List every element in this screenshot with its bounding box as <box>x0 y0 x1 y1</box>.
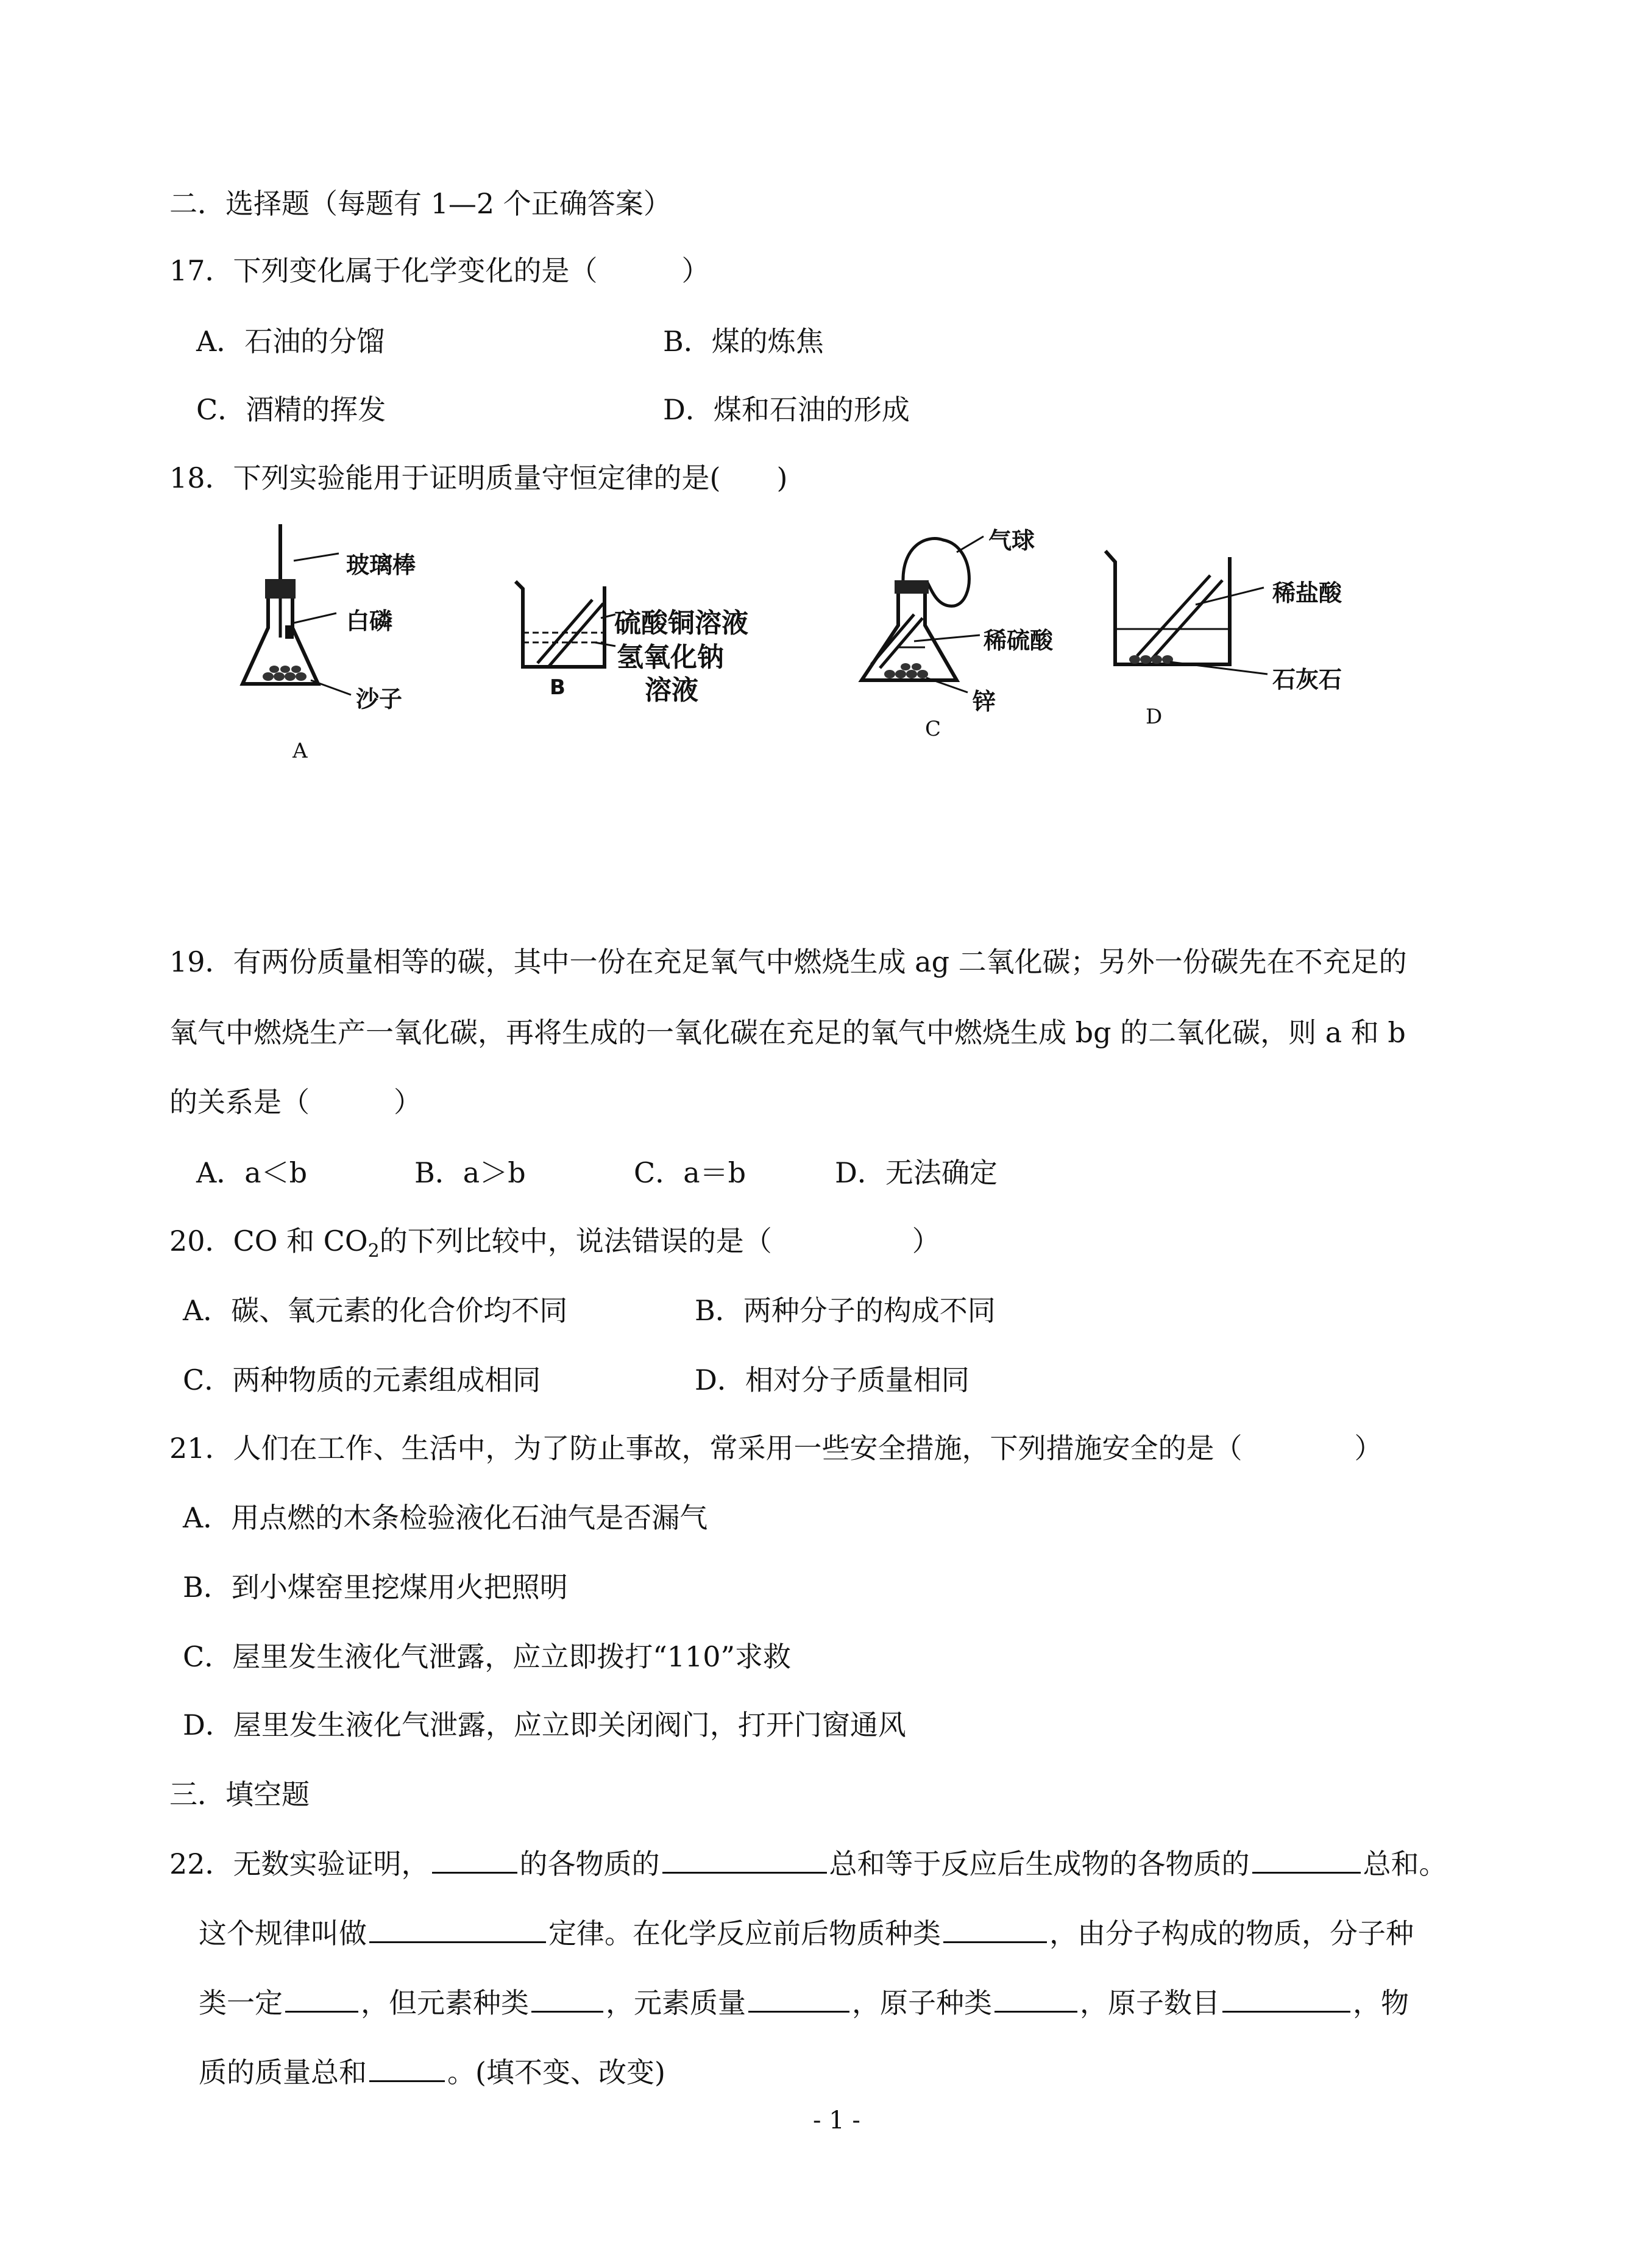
label-dilute-sulfuric-acid: 稀硫酸 <box>984 627 1054 654</box>
figure-c-letter: C <box>925 717 941 741</box>
q21-option-b: B．到小煤窑里挖煤用火把照明 <box>183 1571 568 1604</box>
q17-option-a: A．石油的分馏 <box>196 325 385 358</box>
q22-text: 质的质量总和 <box>199 2056 367 2089</box>
q20-option-a: A．碳、氧元素的化合价均不同 <box>183 1294 568 1327</box>
answer-blank[interactable] <box>285 1986 358 2013</box>
q22-text: ，但元素种类 <box>361 1986 529 2019</box>
q17-option-d: D．煤和石油的形成 <box>663 393 910 426</box>
q22-text: 总和。 <box>1363 1847 1447 1880</box>
q22-text: 。(填不变、改变) <box>447 2056 665 2089</box>
q22-text: 22．无数实验证明， <box>169 1847 430 1880</box>
q21-option-c: C．屋里发生液化气泄露，应立即拨打“110”求救 <box>183 1640 792 1673</box>
answer-blank[interactable] <box>369 2056 445 2082</box>
q21-stem: 21．人们在工作、生活中，为了防止事故，常采用一些安全措施，下列措施安全的是（ ） <box>169 1432 1383 1465</box>
q22-line2 <box>199 1915 1414 1952</box>
figure-d <box>1103 549 1389 756</box>
q22-text: ，物 <box>1353 1986 1409 2019</box>
section-heading-choice: 二．选择题（每题有 1—2 个正确答案） <box>169 187 672 220</box>
label-sodium-hydroxide: 氢氧化钠 <box>617 642 724 673</box>
q20-stem-pre: 20．CO 和 CO <box>169 1225 368 1257</box>
q19-option-a: A．a＜b <box>196 1156 308 1189</box>
q22-text: 类一定 <box>199 1986 283 2019</box>
q19-option-b: B．a＞b <box>414 1156 526 1189</box>
figure-d-letter: D <box>1146 705 1163 729</box>
q19-line2: 氧气中燃烧生产一氧化碳，再将生成的一氧化碳在充足的氧气中燃烧生成 bg 的二氧化碳，则 a 和 b <box>169 1016 1406 1049</box>
answer-blank[interactable] <box>662 1847 827 1874</box>
q19-option-c: C．a＝b <box>634 1156 746 1189</box>
q18-stem: 18．下列实验能用于证明质量守恒定律的是( ) <box>169 461 788 494</box>
q22-line3 <box>199 1985 1409 2021</box>
q22-text: ，原子种类 <box>852 1986 992 2019</box>
answer-blank[interactable] <box>943 1917 1047 1943</box>
label-sand: 沙子 <box>356 686 403 713</box>
q20-stem-subscript: 2 <box>367 1240 380 1262</box>
label-dilute-hydrochloric-acid: 稀盐酸 <box>1272 580 1342 606</box>
label-balloon: 气球 <box>988 527 1035 554</box>
q22-text: 定律。在化学反应前后物质种类 <box>548 1917 941 1950</box>
q21-option-d: D．屋里发生液化气泄露，应立即关闭阀门，打开门窗通风 <box>183 1708 906 1741</box>
q22-text: ，原子数目 <box>1080 1986 1220 2019</box>
q19-option-d: D．无法确定 <box>835 1156 998 1189</box>
q20-option-b: B．两种分子的构成不同 <box>695 1294 996 1327</box>
answer-blank[interactable] <box>994 1986 1077 2013</box>
q17-stem: 17．下列变化属于化学变化的是（ ） <box>169 254 710 287</box>
q19-line1: 19．有两份质量相等的碳，其中一份在充足氧气中燃烧生成 ag 二氧化碳；另外一份碳先在不充足的 <box>169 945 1407 978</box>
figure-c <box>835 522 1091 753</box>
figure-a <box>232 524 451 780</box>
label-glass-rod: 玻璃棒 <box>346 552 416 578</box>
q17-option-b: B．煤的炼焦 <box>663 325 824 358</box>
q22-line4 <box>199 2054 665 2091</box>
q19-line3: 的关系是（ ） <box>169 1086 422 1118</box>
q20-option-c: C．两种物质的元素组成相同 <box>183 1363 541 1396</box>
answer-blank[interactable] <box>432 1847 517 1874</box>
figure-b-letter: B <box>550 675 566 700</box>
label-copper-sulfate-solution: 硫酸铜溶液 <box>614 608 748 639</box>
page-number: - 1 - <box>813 2106 860 2135</box>
section-heading-fill-in: 三．填空题 <box>169 1778 310 1811</box>
answer-blank[interactable] <box>1252 1847 1361 1874</box>
answer-blank[interactable] <box>531 1986 603 2013</box>
q22-text: 总和等于反应后生成物的各物质的 <box>829 1847 1250 1880</box>
answer-blank[interactable] <box>369 1917 546 1943</box>
q22-text: ，由分子构成的物质，分子种 <box>1049 1917 1414 1950</box>
figure-a-letter: A <box>292 739 308 763</box>
q22-text: 的各物质的 <box>519 1847 660 1880</box>
q20-option-d: D．相对分子质量相同 <box>695 1363 970 1396</box>
q22-line1 <box>169 1846 1447 1882</box>
q20-stem-post: 的下列比较中，说法错误的是（ ） <box>379 1225 940 1257</box>
q22-text: 这个规律叫做 <box>199 1917 367 1950</box>
answer-blank[interactable] <box>748 1986 849 2013</box>
answer-blank[interactable] <box>1222 1986 1350 2013</box>
q20-stem <box>169 1223 940 1270</box>
label-zinc: 锌 <box>973 688 996 715</box>
label-solution: 溶液 <box>645 675 698 706</box>
q17-option-c: C．酒精的挥发 <box>196 393 386 426</box>
q21-option-a: A．用点燃的木条检验液化石油气是否漏气 <box>183 1501 708 1534</box>
figure-b <box>509 578 814 730</box>
label-limestone: 石灰石 <box>1272 666 1342 693</box>
flask-with-rod-diagram <box>232 524 451 780</box>
q22-text: ，元素质量 <box>606 1986 746 2019</box>
label-white-phosphorus: 白磷 <box>346 608 393 635</box>
